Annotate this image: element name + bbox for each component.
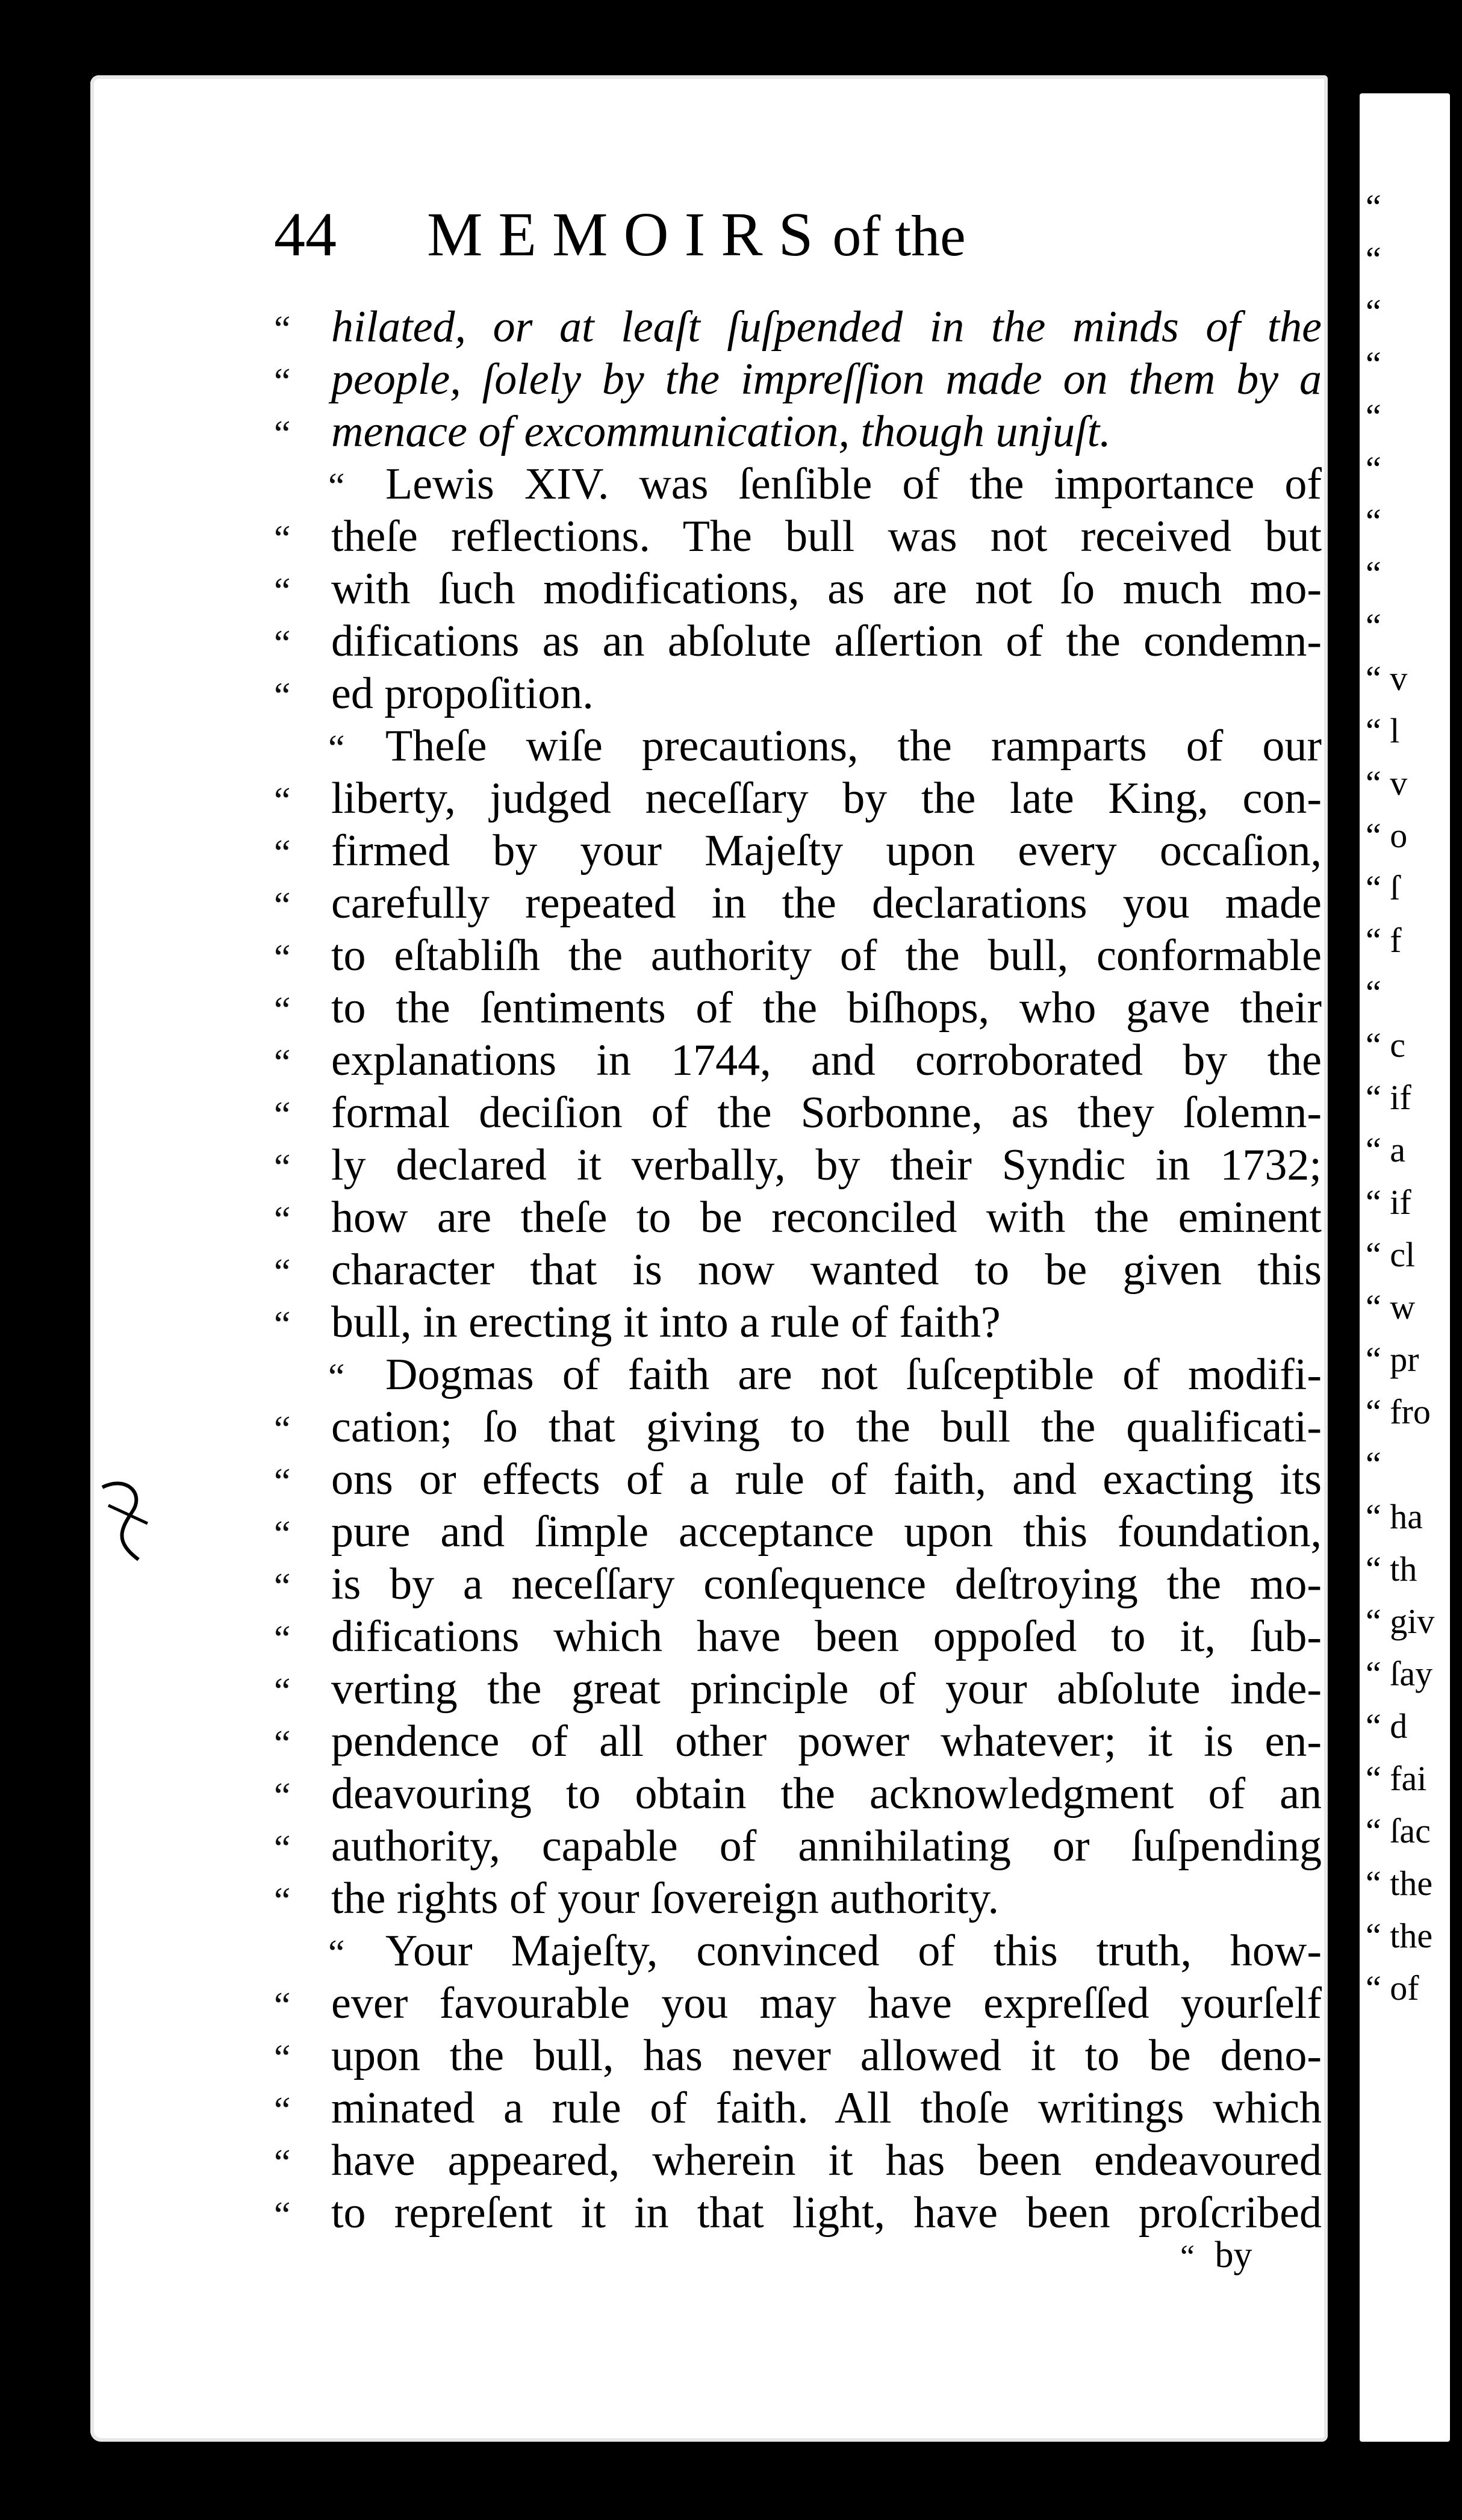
quote-mark: “ [274,1828,291,1869]
quote-mark: “ [274,309,291,350]
line-text: firmed by your Majeſty upon every occaſion, [331,826,1322,876]
line-text: ons or effects of a rule of faith, and exacting its [331,1455,1322,1504]
running-title-tail: of the [832,204,966,268]
text-line [274,720,1322,773]
line-text: bull, in erecting it into a rule of faith? [331,1298,1001,1347]
marginal-flourish [90,1469,175,1572]
text-line [274,1506,1322,1558]
text-line [274,2135,1322,2187]
facing-page-fragment: “ ſac [1366,1811,1431,1850]
quote-mark: “ [274,1304,291,1345]
line-text: authority, capable of annihilating or ſuſpending [331,1822,1322,1871]
text-line [274,1716,1322,1768]
quote-mark: “ [274,518,291,559]
facing-page-fragment: “ [1366,449,1381,488]
text-line [274,1977,1322,2030]
text-line [274,1349,1322,1401]
line-text: deavouring to obtain the acknowledgment of an [331,1769,1322,1818]
quote-mark: “ [328,1933,345,1974]
quote-mark: “ [274,938,291,978]
quote-mark: “ [274,885,291,926]
quote-mark: “ [274,780,291,821]
facing-page-fragment: “ l [1366,711,1400,750]
facing-page-fragment: “ fro [1366,1392,1431,1431]
line-text: ever favourable you may have expreſſed yourſelf [331,1979,1322,2028]
facing-page-fragment: “ the [1366,1864,1433,1903]
facing-page-fragment: “ a [1366,1130,1405,1169]
line-text: menace of excommunication, though unjuſt. [331,407,1111,456]
catchword-quote-mark: “ [1180,2238,1195,2274]
quote-mark: “ [274,1723,291,1764]
facing-page-fragment: “ [1366,554,1381,593]
quote-mark: “ [274,990,291,1031]
quote-mark: “ [274,1619,291,1660]
quote-mark: “ [274,1095,291,1136]
line-text: difications as an abſolute aſſertion of the condemn- [331,617,1322,666]
quote-mark: “ [274,1199,291,1240]
text-line [274,511,1322,563]
line-text: theſe reflections. The bull was not received but [331,512,1322,561]
text-line [274,1139,1322,1192]
quote-mark: “ [274,1461,291,1502]
line-text: Lewis XIV. was ſenſible of the importance of [385,459,1322,509]
facing-page-fragments [1366,181,1450,2014]
facing-page-fragment: “ th [1366,1549,1417,1588]
quote-mark: “ [274,2195,291,2236]
text-line [274,563,1322,615]
line-text: liberty, judged neceſſary by the late King, con- [331,774,1322,823]
line-text: is by a neceſſary conſequence deſtroying the mo- [331,1560,1322,1609]
text-line [274,2082,1322,2135]
text-line [274,1087,1322,1139]
text-line [274,1925,1322,1977]
text-line [274,668,1322,720]
quote-mark: “ [274,1776,291,1817]
facing-page-fragment: “ ſ [1366,868,1400,907]
facing-page-fragment: “ d [1366,1706,1408,1746]
text-line [274,1034,1322,1087]
line-text: to eſtabliſh the authority of the bull, conformable [331,931,1322,980]
quote-mark: “ [328,1357,345,1398]
quote-mark: “ [274,1985,291,2026]
line-text: pure and ſimple acceptance upon this foundation, [331,1507,1322,1557]
text-line [274,1401,1322,1454]
line-text: Theſe wiſe precautions, the ramparts of our [385,721,1322,771]
text-line [274,1558,1322,1611]
facing-page-fragment: “ [1366,292,1381,331]
line-text: the rights of your ſovereign authority. [331,1874,1000,1923]
line-text: explanations in 1744, and corroborated by the [331,1036,1322,1085]
line-text: pendence of all other power whatever; it is en- [331,1717,1322,1766]
text-line [274,1820,1322,1873]
text-line [274,1611,1322,1663]
text-line [274,615,1322,668]
text-line [274,2030,1322,2082]
facing-page-fragment: “ pr [1366,1340,1419,1379]
quote-mark: “ [274,1671,291,1712]
facing-page-fragment: “ [1366,344,1381,384]
line-text: cation; ſo that giving to the bull the qualificati- [331,1402,1322,1452]
text-line [274,2187,1322,2239]
quote-mark: “ [274,1147,291,1188]
quote-mark: “ [274,1881,291,1921]
line-text: ly declared it verbally, by their Syndic in 1732; [331,1140,1322,1190]
line-text: verting the great principle of your abſolute inde- [331,1664,1322,1714]
text-line [274,458,1322,511]
text-line [274,1873,1322,1925]
text-line [274,1244,1322,1296]
text-line [274,1454,1322,1506]
quote-mark: “ [274,571,291,612]
quote-mark: “ [328,466,345,507]
facing-page-fragment: “ fai [1366,1759,1427,1798]
line-text: have appeared, wherein it has been endeavoured [331,2136,1322,2185]
line-text: to repreſent it in that light, have been proſcribed [331,2188,1322,2238]
quote-mark: “ [274,1514,291,1555]
text-line [274,1296,1322,1349]
line-text: difications which have been oppoſed to it, ſub- [331,1612,1322,1661]
facing-page-fragment: “ v [1366,764,1408,803]
quote-mark: “ [274,361,291,402]
line-text: with ſuch modifications, as are not ſo much mo- [331,564,1322,614]
quote-mark: “ [274,623,291,664]
quote-mark: “ [274,414,291,455]
text-line [274,353,1322,406]
line-text: Dogmas of faith are not ſuſceptible of modifi- [385,1350,1322,1399]
facing-page-fragment: “ cl [1366,1235,1416,1274]
quote-mark: “ [274,1566,291,1607]
line-text: formal deciſion of the Sorbonne, as they ſolemn- [331,1088,1322,1137]
text-line [274,930,1322,982]
quote-mark: “ [328,728,345,769]
text-line [274,1663,1322,1716]
quote-mark: “ [274,2090,291,2131]
facing-page-fragment: “ [1366,240,1381,279]
text-line [274,301,1322,353]
facing-page-fragment: “ v [1366,659,1408,698]
catchword-text: by [1215,2235,1252,2276]
facing-page-fragment: “ of [1366,1968,1419,2008]
quote-mark: “ [274,2038,291,2079]
text-line [274,982,1322,1034]
line-text: people, ſolely by the impreſſion made on them by a [331,355,1322,404]
facing-page-fragment: “ c [1366,1025,1405,1065]
facing-page-fragment: “ [1366,502,1381,541]
quote-mark: “ [274,1409,291,1450]
text-line [274,1192,1322,1244]
facing-page-fragment: “ if [1366,1183,1411,1222]
running-title: MEMOIRS [427,200,829,269]
text-line [274,877,1322,930]
page-number: 44 [274,200,337,269]
line-text: how are theſe to be reconciled with the eminent [331,1193,1322,1242]
quote-mark: “ [274,1042,291,1083]
facing-page-fragment: “ ſay [1366,1654,1433,1693]
facing-page-fragment: “ ha [1366,1497,1423,1536]
quote-mark: “ [274,1252,291,1293]
facing-page-fragment: “ [1366,397,1381,436]
line-text: carefully repeated in the declarations you made [331,879,1322,928]
catchword [1180,2234,1252,2277]
page-gutter [1328,78,1360,2445]
line-text: hilated, or at leaſt ſuſpended in the minds of the [331,302,1322,352]
line-text: Your Majeſty, convinced of this truth, how- [385,1926,1322,1976]
facing-page-fragment: “ o [1366,816,1408,855]
line-text: to the ſentiments of the biſhops, who gave their [331,983,1322,1033]
facing-page-fragment: “ the [1366,1916,1433,1955]
body-text [274,301,1322,2239]
line-text: upon the bull, has never allowed it to be deno- [331,2031,1322,2080]
quote-mark: “ [274,833,291,874]
facing-page-fragment: “ [1366,1445,1381,1484]
facing-page-fragment: “ w [1366,1287,1416,1327]
quote-mark: “ [274,2142,291,2183]
facing-page-fragment: “ if [1366,1078,1411,1117]
quote-mark: “ [274,676,291,717]
facing-page-fragment: “ [1366,606,1381,646]
line-text: ed propoſition. [331,669,594,718]
facing-page-fragment: “ [1366,973,1381,1012]
facing-page-fragment: “ giv [1366,1602,1435,1641]
line-text: character that is now wanted to be given this [331,1245,1322,1295]
facing-page-fragment: “ [1366,187,1381,226]
text-line [274,825,1322,877]
line-text: minated a rule of faith. All thoſe writings which [331,2083,1322,2133]
page-header [274,199,966,289]
facing-page-fragment: “ f [1366,921,1402,960]
text-line [274,773,1322,825]
text-line [274,1768,1322,1820]
text-line [274,406,1322,458]
